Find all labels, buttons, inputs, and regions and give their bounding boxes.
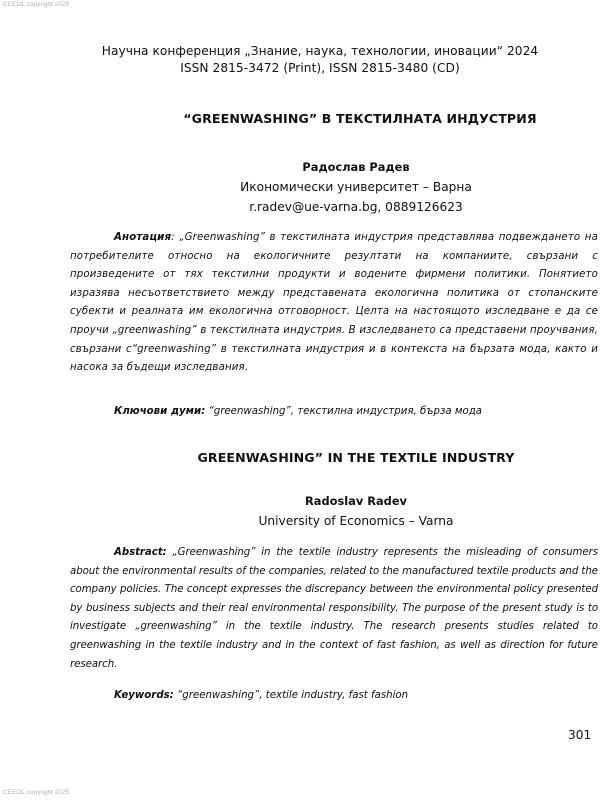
watermark-bottom: CEEOL copyright 2025: [3, 789, 70, 796]
abstract-text-english: „Greenwashing” in the textile industry represents the misleading of consumers about the environmental results of the companies, related to the manufactured textile products and the company policies. The concept expresses the discrepancy between the environmental policy presented by business subjects and their real environmental responsibility. The purpose of the present study is to investigate „greenwashing” in the textile industry. The research presents studies related to greenwashing in the textile industry and in the context of fast fashion, as well as direction for future research.: [70, 547, 598, 670]
author-affiliation-bulgarian: Икономически университет – Варна: [240, 180, 472, 194]
title-english: GREENWASHING” IN THE TEXTILE INDUSTRY: [197, 450, 515, 465]
keywords-bulgarian: [114, 404, 482, 420]
abstract-bulgarian: [70, 229, 598, 378]
page-number: 301: [568, 728, 592, 742]
author-affiliation-english: University of Economics – Varna: [258, 514, 454, 528]
conference-title: Научна конференция „Знание, наука, технологии, иновации“ 2024: [101, 44, 539, 58]
author-contact: r.radev@ue-varna.bg, 0889126623: [249, 200, 463, 214]
title-bulgarian: “GREENWASHING” В ТЕКСТИЛНАТА ИНДУСТРИЯ: [183, 111, 537, 126]
abstract-label-bulgarian: Анотация: [114, 232, 172, 243]
keywords-text-bulgarian: “greenwashing”, текстилна индустрия, бърза мода: [205, 406, 483, 417]
conference-header: [40, 43, 600, 77]
keywords-text-english: “greenwashing”, textile industry, fast fashion: [173, 690, 409, 701]
conference-issn: ISSN 2815-3472 (Print), ISSN 2815-3480 (CD): [180, 61, 460, 75]
keywords-english: [114, 688, 408, 704]
keywords-label-english: Keywords:: [114, 690, 174, 701]
author-block-bulgarian: [0, 157, 600, 217]
keywords-label-bulgarian: Ключови думи:: [114, 406, 206, 417]
abstract-text-bulgarian: : „Greenwashing” в текстилната индустрия представлява подвеждането на потребителите относно на екологичните резултати на компаниите, свързани с произведените от тях текстилни продукти и водените фирмени политики. Понятието изразява несъответствието между представената екологична политика от стопанските субекти и реалната им екологична отговорност. Целта на настоящото изследване е да се проучи „greenwashing” в текстилната индустрия. В изследването са представени проучвания, свързани с“greenwashing” в текстилната индустрия и в контекста на бързата мода, както и насока за бъдещи изследвания.: [70, 232, 598, 374]
author-name-english: Radoslav Radev: [305, 494, 407, 508]
abstract-label-english: Abstract:: [114, 547, 167, 558]
abstract-english: [70, 544, 598, 674]
author-block-english: [0, 491, 600, 531]
watermark-top: CEEOL copyright 2025: [3, 1, 70, 8]
author-name-bulgarian: Радослав Радев: [302, 160, 410, 174]
